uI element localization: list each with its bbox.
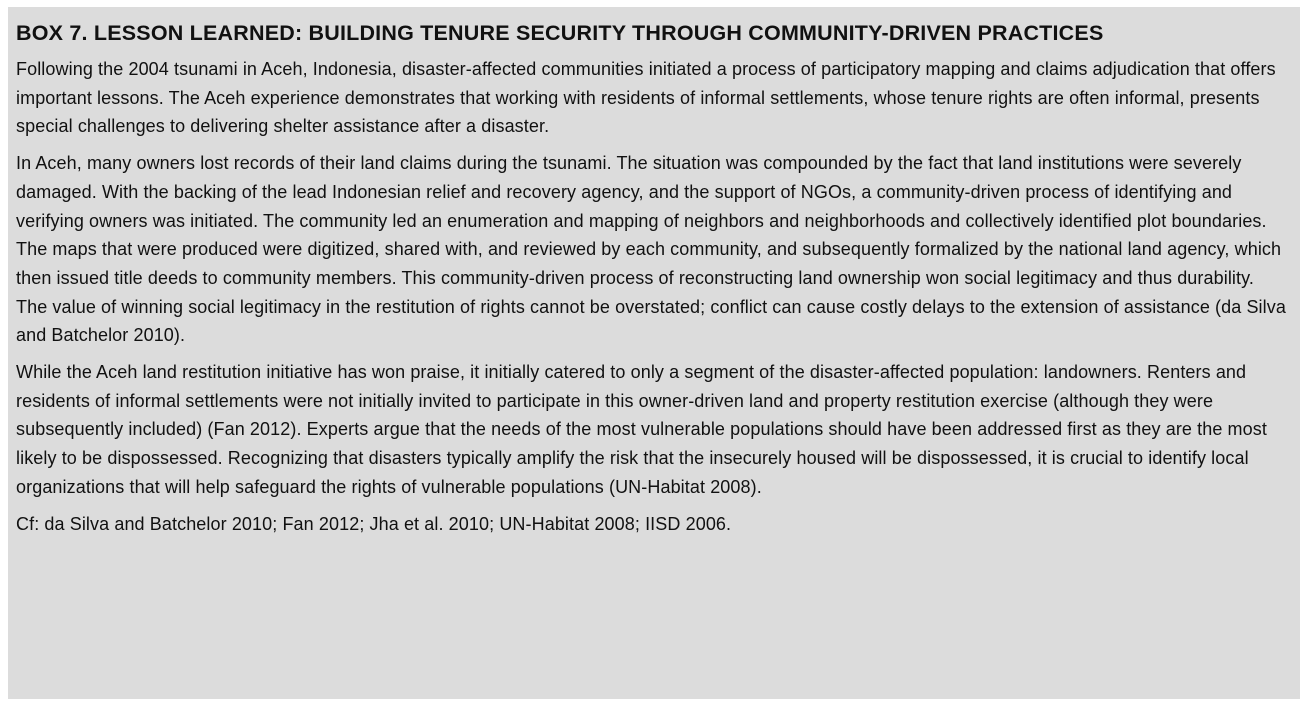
box-title: BOX 7. LESSON LEARNED: BUILDING TENURE SECURITY THROUGH COMMUNITY-DRIVEN PRACTICES: [16, 21, 1104, 45]
paragraph-1: Following the 2004 tsunami in Aceh, Indonesia, disaster-affected communities initiated a process of participatory mapping and claims adjudication that offers important lessons. The Aceh experience demonstrates that working with residents of informal settlements, whose tenure rights are often informal, presents special challenges to delivering shelter assistance after a disaster.: [16, 59, 1276, 137]
lesson-box: [8, 7, 1300, 699]
paragraph-2: In Aceh, many owners lost records of their land claims during the tsunami. The situation was compounded by the fact that land institutions were severely damaged. With the backing of the lead Indonesian relief and recovery agency, and the support of NGOs, a community-driven process of identifying and verifying owners was initiated. The community led an enumeration and mapping of neighbors and neighborhoods and collectively identified plot boundaries. The maps that were produced were digitized, shared with, and reviewed by each community, and subsequently formalized by the national land agency, which then issued title deeds to community members. This community-driven process of reconstructing land ownership won social legitimacy and thus durability. The value of winning social legitimacy in the restitution of rights cannot be overstated; conflict can cause costly delays to the extension of assistance (da Silva and Batchelor 2010).: [16, 153, 1286, 346]
paragraph-3: While the Aceh land restitution initiative has won praise, it initially catered to only a segment of the disaster-affected population: landowners. Renters and residents of informal settlements were not initially invited to participate in this owner-driven land and property restitution exercise (although they were subsequently included) (Fan 2012). Experts argue that the needs of the most vulnerable populations should have been addressed first as they are the most likely to be dispossessed. Recognizing that disasters typically amplify the risk that the insecurely housed will be dispossessed, it is crucial to identify local organizations that will help safeguard the rights of vulnerable populations (UN-Habitat 2008).: [16, 362, 1267, 497]
citation-line: Cf: da Silva and Batchelor 2010; Fan 2012; Jha et al. 2010; UN-Habitat 2008; IISD 2006.: [16, 513, 732, 534]
